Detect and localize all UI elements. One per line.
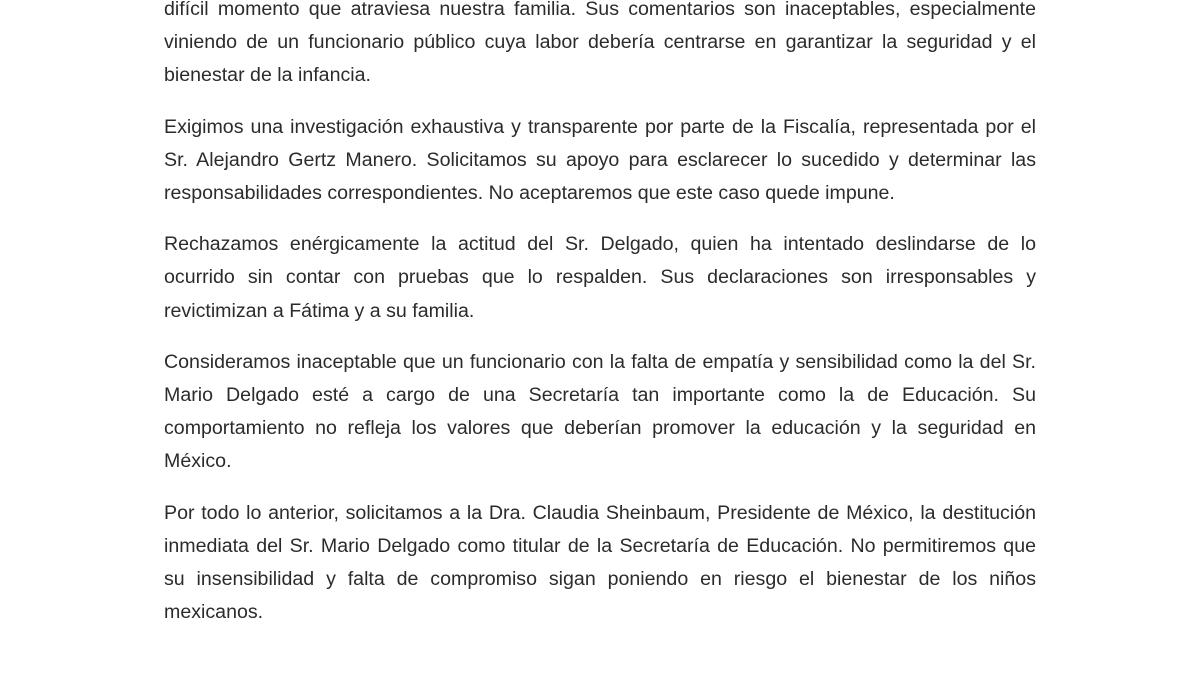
- paragraph-1: difícil momento que atraviesa nuestra familia. Sus comentarios son inaceptables, especialmente viniendo de un funcionario público cuya labor debería centrarse en garantizar la seguridad y el bienestar de la infancia.: [164, 0, 1036, 87]
- paragraph-4: Consideramos inaceptable que un funcionario con la falta de empatía y sensibilidad como la del Sr. Mario Delgado esté a cargo de una Secretaría tan importante como la de Educación. Su comportamiento no refleja los valores que deberían promover la educación y la seguridad en México.: [164, 350, 1036, 473]
- paragraph-2: Exigimos una investigación exhaustiva y transparente por parte de la Fiscalía, representada por el Sr. Alejandro Gertz Manero. Solicitamos su apoyo para esclarecer lo sucedido y determinar las responsabilidades correspondientes. No aceptaremos que este caso quede impune.: [164, 115, 1036, 205]
- document-body: [164, 0, 1036, 647]
- paragraph-5: Por todo lo anterior, solicitamos a la Dra. Claudia Sheinbaum, Presidente de México, la destitución inmediata del Sr. Mario Delgado como titular de la Secretaría de Educación. No permitiremos que su insensibilidad y falta de compromiso sigan poniendo en riesgo el bienestar de los niños mexicanos.: [164, 501, 1036, 624]
- paragraph-3: Rechazamos enérgicamente la actitud del Sr. Delgado, quien ha intentado deslindarse de lo ocurrido sin contar con pruebas que lo respalden. Sus declaraciones son irresponsables y revictimizan a Fátima y a su familia.: [164, 233, 1036, 322]
